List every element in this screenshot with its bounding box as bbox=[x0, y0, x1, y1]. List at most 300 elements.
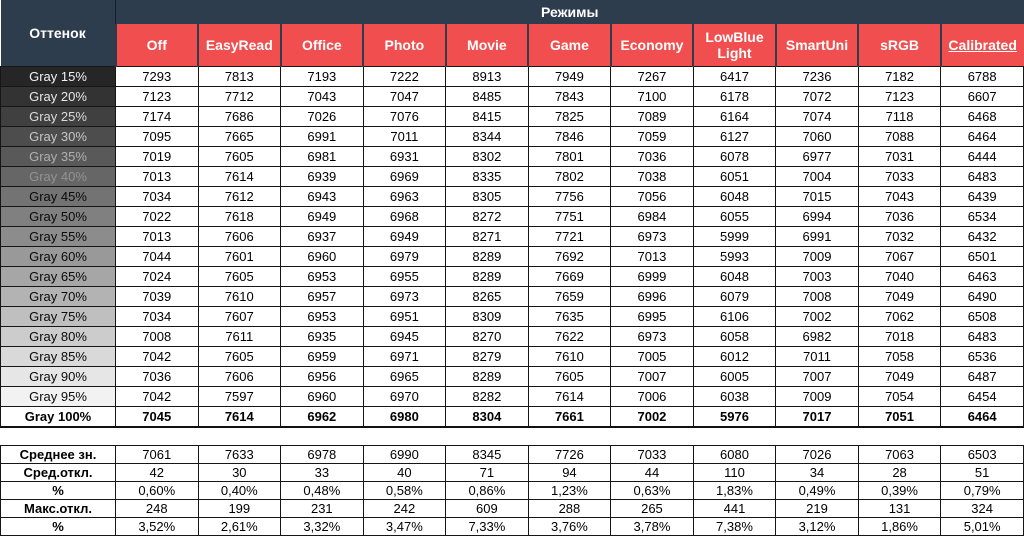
value-cell: 7042 bbox=[116, 386, 199, 406]
value-cell: 7123 bbox=[116, 86, 199, 106]
value-cell: 6970 bbox=[363, 386, 446, 406]
value-cell: 7040 bbox=[858, 266, 941, 286]
value-cell: 6943 bbox=[281, 186, 364, 206]
mode-header-row bbox=[1, 24, 1024, 66]
value-cell: 7004 bbox=[776, 166, 859, 186]
value-cell: 7018 bbox=[858, 326, 941, 346]
column-header-off: Off bbox=[116, 24, 199, 66]
value-cell: 7605 bbox=[198, 146, 281, 166]
shade-label: Gray 25% bbox=[1, 106, 116, 126]
value-cell: 7949 bbox=[528, 66, 611, 86]
value-cell: 7034 bbox=[116, 306, 199, 326]
value-cell: 6991 bbox=[776, 226, 859, 246]
value-cell: 6178 bbox=[693, 86, 776, 106]
shade-label: Gray 40% bbox=[1, 166, 116, 186]
table-row bbox=[1, 126, 1024, 146]
value-cell: 7009 bbox=[776, 246, 859, 266]
value-cell: 441 bbox=[693, 499, 776, 517]
value-cell: 7036 bbox=[116, 366, 199, 386]
value-cell: 6953 bbox=[281, 306, 364, 326]
value-cell: 0,63% bbox=[611, 481, 694, 499]
value-cell: 8415 bbox=[446, 106, 529, 126]
table-row bbox=[1, 286, 1024, 306]
shade-label: Gray 90% bbox=[1, 366, 116, 386]
value-cell: 6463 bbox=[941, 266, 1024, 286]
value-cell: 7043 bbox=[858, 186, 941, 206]
value-cell: 219 bbox=[776, 499, 859, 517]
value-cell: 8345 bbox=[446, 445, 529, 463]
value-cell: 6979 bbox=[363, 246, 446, 266]
value-cell: 7009 bbox=[776, 386, 859, 406]
value-cell: 6490 bbox=[941, 286, 1024, 306]
value-cell: 7614 bbox=[528, 386, 611, 406]
value-cell: 3,47% bbox=[363, 517, 446, 535]
value-cell: 6439 bbox=[941, 186, 1024, 206]
value-cell: 6973 bbox=[611, 326, 694, 346]
value-cell: 6963 bbox=[363, 186, 446, 206]
summary-label: % bbox=[1, 517, 116, 535]
value-cell: 248 bbox=[116, 499, 199, 517]
value-cell: 7036 bbox=[611, 146, 694, 166]
value-cell: 71 bbox=[446, 463, 529, 481]
value-cell: 7661 bbox=[528, 406, 611, 427]
value-cell: 7606 bbox=[198, 226, 281, 246]
value-cell: 7721 bbox=[528, 226, 611, 246]
column-header-movie: Movie bbox=[446, 24, 529, 66]
value-cell: 7692 bbox=[528, 246, 611, 266]
value-cell: 6949 bbox=[281, 206, 364, 226]
value-cell: 6038 bbox=[693, 386, 776, 406]
value-cell: 7031 bbox=[858, 146, 941, 166]
summary-label: % bbox=[1, 481, 116, 499]
value-cell: 8302 bbox=[446, 146, 529, 166]
value-cell: 6503 bbox=[941, 445, 1024, 463]
value-cell: 7605 bbox=[198, 266, 281, 286]
value-cell: 7072 bbox=[776, 86, 859, 106]
value-cell: 7611 bbox=[198, 326, 281, 346]
value-cell: 3,32% bbox=[281, 517, 364, 535]
value-cell: 6501 bbox=[941, 246, 1024, 266]
value-cell: 3,78% bbox=[611, 517, 694, 535]
value-cell: 8304 bbox=[446, 406, 529, 427]
value-cell: 6955 bbox=[363, 266, 446, 286]
value-cell: 3,76% bbox=[528, 517, 611, 535]
value-cell: 7622 bbox=[528, 326, 611, 346]
value-cell: 6607 bbox=[941, 86, 1024, 106]
value-cell: 8305 bbox=[446, 186, 529, 206]
value-cell: 6945 bbox=[363, 326, 446, 346]
value-cell: 8289 bbox=[446, 246, 529, 266]
value-cell: 7193 bbox=[281, 66, 364, 86]
value-cell: 6534 bbox=[941, 206, 1024, 226]
value-cell: 7033 bbox=[858, 166, 941, 186]
value-cell: 7044 bbox=[116, 246, 199, 266]
value-cell: 1,23% bbox=[528, 481, 611, 499]
value-cell: 6980 bbox=[363, 406, 446, 427]
value-cell: 5999 bbox=[693, 226, 776, 246]
value-cell: 7008 bbox=[776, 286, 859, 306]
value-cell: 0,49% bbox=[776, 481, 859, 499]
value-cell: 7726 bbox=[528, 445, 611, 463]
table-row bbox=[1, 306, 1024, 326]
value-cell: 6995 bbox=[611, 306, 694, 326]
value-cell: 7843 bbox=[528, 86, 611, 106]
value-cell: 6956 bbox=[281, 366, 364, 386]
value-cell: 7011 bbox=[776, 346, 859, 366]
value-cell: 0,79% bbox=[941, 481, 1024, 499]
value-cell: 6487 bbox=[941, 366, 1024, 386]
value-cell: 7610 bbox=[528, 346, 611, 366]
summary-row bbox=[1, 463, 1024, 481]
value-cell: 6953 bbox=[281, 266, 364, 286]
value-cell: 7610 bbox=[198, 286, 281, 306]
value-cell: 7686 bbox=[198, 106, 281, 126]
table-row bbox=[1, 226, 1024, 246]
value-cell: 7659 bbox=[528, 286, 611, 306]
value-cell: 7042 bbox=[116, 346, 199, 366]
value-cell: 7756 bbox=[528, 186, 611, 206]
column-header-lowblue-light: LowBlue Light bbox=[693, 24, 776, 66]
value-cell: 7034 bbox=[116, 186, 199, 206]
shade-label: Gray 95% bbox=[1, 386, 116, 406]
value-cell: 7013 bbox=[116, 166, 199, 186]
value-cell: 6106 bbox=[693, 306, 776, 326]
value-cell: 6536 bbox=[941, 346, 1024, 366]
value-cell: 7056 bbox=[611, 186, 694, 206]
value-cell: 7088 bbox=[858, 126, 941, 146]
value-cell: 6058 bbox=[693, 326, 776, 346]
value-cell: 6973 bbox=[363, 286, 446, 306]
value-cell: 7802 bbox=[528, 166, 611, 186]
value-cell: 6999 bbox=[611, 266, 694, 286]
value-cell: 6978 bbox=[281, 445, 364, 463]
value-cell: 6994 bbox=[776, 206, 859, 226]
value-cell: 6080 bbox=[693, 445, 776, 463]
value-cell: 265 bbox=[611, 499, 694, 517]
value-cell: 7100 bbox=[611, 86, 694, 106]
value-cell: 7039 bbox=[116, 286, 199, 306]
value-cell: 7049 bbox=[858, 286, 941, 306]
value-cell: 8271 bbox=[446, 226, 529, 246]
value-cell: 8282 bbox=[446, 386, 529, 406]
table-row bbox=[1, 66, 1024, 86]
value-cell: 6982 bbox=[776, 326, 859, 346]
value-cell: 6959 bbox=[281, 346, 364, 366]
spacer bbox=[0, 428, 1024, 445]
value-cell: 7597 bbox=[198, 386, 281, 406]
value-cell: 7007 bbox=[611, 366, 694, 386]
value-cell: 7007 bbox=[776, 366, 859, 386]
group-header-row bbox=[1, 0, 1024, 24]
value-cell: 0,58% bbox=[363, 481, 446, 499]
value-cell: 51 bbox=[941, 463, 1024, 481]
value-cell: 7038 bbox=[611, 166, 694, 186]
value-cell: 7017 bbox=[776, 406, 859, 427]
table-row bbox=[1, 386, 1024, 406]
value-cell: 7043 bbox=[281, 86, 364, 106]
value-cell: 6417 bbox=[693, 66, 776, 86]
shade-label: Gray 70% bbox=[1, 286, 116, 306]
value-cell: 131 bbox=[858, 499, 941, 517]
value-cell: 7,38% bbox=[693, 517, 776, 535]
value-cell: 6984 bbox=[611, 206, 694, 226]
value-cell: 28 bbox=[858, 463, 941, 481]
value-cell: 7614 bbox=[198, 166, 281, 186]
value-cell: 7047 bbox=[363, 86, 446, 106]
value-cell: 7601 bbox=[198, 246, 281, 266]
value-cell: 8272 bbox=[446, 206, 529, 226]
table-row bbox=[1, 406, 1024, 427]
value-cell: 8265 bbox=[446, 286, 529, 306]
value-cell: 6464 bbox=[941, 126, 1024, 146]
value-cell: 7222 bbox=[363, 66, 446, 86]
value-cell: 7635 bbox=[528, 306, 611, 326]
column-header-smartuni: SmartUni bbox=[776, 24, 859, 66]
value-cell: 40 bbox=[363, 463, 446, 481]
value-cell: 7063 bbox=[858, 445, 941, 463]
value-cell: 609 bbox=[446, 499, 529, 517]
value-cell: 8270 bbox=[446, 326, 529, 346]
value-cell: 6464 bbox=[941, 406, 1024, 427]
value-cell: 7002 bbox=[611, 406, 694, 427]
value-cell: 7061 bbox=[116, 445, 199, 463]
value-cell: 6508 bbox=[941, 306, 1024, 326]
value-cell: 7633 bbox=[198, 445, 281, 463]
value-cell: 6960 bbox=[281, 386, 364, 406]
shade-label: Gray 60% bbox=[1, 246, 116, 266]
modes-group-header: Режимы bbox=[116, 0, 1024, 24]
table-row bbox=[1, 346, 1024, 366]
value-cell: 6454 bbox=[941, 386, 1024, 406]
summary-label: Сред.откл. bbox=[1, 463, 116, 481]
value-cell: 8335 bbox=[446, 166, 529, 186]
table-header bbox=[1, 0, 1024, 66]
value-cell: 7032 bbox=[858, 226, 941, 246]
value-cell: 6048 bbox=[693, 266, 776, 286]
value-cell: 7060 bbox=[776, 126, 859, 146]
shade-label: Gray 100% bbox=[1, 406, 116, 427]
value-cell: 7174 bbox=[116, 106, 199, 126]
value-cell: 6968 bbox=[363, 206, 446, 226]
value-cell: 324 bbox=[941, 499, 1024, 517]
value-cell: 8309 bbox=[446, 306, 529, 326]
table-row bbox=[1, 186, 1024, 206]
column-header-office: Office bbox=[281, 24, 364, 66]
table-row bbox=[1, 326, 1024, 346]
value-cell: 1,83% bbox=[693, 481, 776, 499]
value-cell: 7008 bbox=[116, 326, 199, 346]
value-cell: 33 bbox=[281, 463, 364, 481]
shade-label: Gray 45% bbox=[1, 186, 116, 206]
value-cell: 6969 bbox=[363, 166, 446, 186]
summary-table bbox=[0, 445, 1024, 536]
value-cell: 0,86% bbox=[446, 481, 529, 499]
value-cell: 7293 bbox=[116, 66, 199, 86]
value-cell: 7665 bbox=[198, 126, 281, 146]
value-cell: 7669 bbox=[528, 266, 611, 286]
value-cell: 7751 bbox=[528, 206, 611, 226]
value-cell: 42 bbox=[116, 463, 199, 481]
value-cell: 6483 bbox=[941, 166, 1024, 186]
summary-row bbox=[1, 445, 1024, 463]
value-cell: 7618 bbox=[198, 206, 281, 226]
summary-label: Среднее зн. bbox=[1, 445, 116, 463]
value-cell: 8913 bbox=[446, 66, 529, 86]
shade-label: Gray 30% bbox=[1, 126, 116, 146]
value-cell: 6005 bbox=[693, 366, 776, 386]
value-cell: 0,40% bbox=[198, 481, 281, 499]
value-cell: 7074 bbox=[776, 106, 859, 126]
value-cell: 7036 bbox=[858, 206, 941, 226]
value-cell: 7019 bbox=[116, 146, 199, 166]
value-cell: 2,61% bbox=[198, 517, 281, 535]
value-cell: 6048 bbox=[693, 186, 776, 206]
value-cell: 7801 bbox=[528, 146, 611, 166]
value-cell: 7033 bbox=[611, 445, 694, 463]
value-cell: 7089 bbox=[611, 106, 694, 126]
value-cell: 288 bbox=[528, 499, 611, 517]
value-cell: 7054 bbox=[858, 386, 941, 406]
table-row bbox=[1, 246, 1024, 266]
summary-row bbox=[1, 517, 1024, 535]
shade-label: Gray 75% bbox=[1, 306, 116, 326]
value-cell: 7058 bbox=[858, 346, 941, 366]
value-cell: 3,52% bbox=[116, 517, 199, 535]
value-cell: 8279 bbox=[446, 346, 529, 366]
value-cell: 3,12% bbox=[776, 517, 859, 535]
shade-label: Gray 85% bbox=[1, 346, 116, 366]
value-cell: 6127 bbox=[693, 126, 776, 146]
value-cell: 6991 bbox=[281, 126, 364, 146]
value-cell: 7095 bbox=[116, 126, 199, 146]
value-cell: 7015 bbox=[776, 186, 859, 206]
value-cell: 7002 bbox=[776, 306, 859, 326]
value-cell: 7051 bbox=[858, 406, 941, 427]
value-cell: 7846 bbox=[528, 126, 611, 146]
value-cell: 0,39% bbox=[858, 481, 941, 499]
value-cell: 6996 bbox=[611, 286, 694, 306]
value-cell: 8485 bbox=[446, 86, 529, 106]
value-cell: 30 bbox=[198, 463, 281, 481]
shade-label: Gray 50% bbox=[1, 206, 116, 226]
value-cell: 5976 bbox=[693, 406, 776, 427]
value-cell: 7607 bbox=[198, 306, 281, 326]
value-cell: 44 bbox=[611, 463, 694, 481]
value-cell: 0,48% bbox=[281, 481, 364, 499]
value-cell: 6990 bbox=[363, 445, 446, 463]
value-cell: 7045 bbox=[116, 406, 199, 427]
value-cell: 6444 bbox=[941, 146, 1024, 166]
value-cell: 7006 bbox=[611, 386, 694, 406]
value-cell: 0,60% bbox=[116, 481, 199, 499]
value-cell: 6788 bbox=[941, 66, 1024, 86]
value-cell: 6981 bbox=[281, 146, 364, 166]
table-row bbox=[1, 146, 1024, 166]
value-cell: 7067 bbox=[858, 246, 941, 266]
value-cell: 6951 bbox=[363, 306, 446, 326]
value-cell: 7003 bbox=[776, 266, 859, 286]
value-cell: 231 bbox=[281, 499, 364, 517]
value-cell: 7026 bbox=[776, 445, 859, 463]
value-cell: 7612 bbox=[198, 186, 281, 206]
table-row bbox=[1, 166, 1024, 186]
value-cell: 6957 bbox=[281, 286, 364, 306]
value-cell: 7013 bbox=[116, 226, 199, 246]
table-row bbox=[1, 206, 1024, 226]
value-cell: 7049 bbox=[858, 366, 941, 386]
shade-label: Gray 80% bbox=[1, 326, 116, 346]
value-cell: 7267 bbox=[611, 66, 694, 86]
value-cell: 7614 bbox=[198, 406, 281, 427]
shade-label: Gray 65% bbox=[1, 266, 116, 286]
value-cell: 7076 bbox=[363, 106, 446, 126]
value-cell: 6055 bbox=[693, 206, 776, 226]
value-cell: 6012 bbox=[693, 346, 776, 366]
value-cell: 7605 bbox=[198, 346, 281, 366]
value-cell: 6078 bbox=[693, 146, 776, 166]
shade-label: Gray 15% bbox=[1, 66, 116, 86]
value-cell: 6468 bbox=[941, 106, 1024, 126]
value-cell: 7712 bbox=[198, 86, 281, 106]
value-cell: 7182 bbox=[858, 66, 941, 86]
value-cell: 94 bbox=[528, 463, 611, 481]
value-cell: 34 bbox=[776, 463, 859, 481]
value-cell: 5,01% bbox=[941, 517, 1024, 535]
value-cell: 8289 bbox=[446, 366, 529, 386]
summary-label: Макс.откл. bbox=[1, 499, 116, 517]
value-cell: 7605 bbox=[528, 366, 611, 386]
value-cell: 5993 bbox=[693, 246, 776, 266]
value-cell: 199 bbox=[198, 499, 281, 517]
value-cell: 7005 bbox=[611, 346, 694, 366]
value-cell: 6977 bbox=[776, 146, 859, 166]
value-cell: 6971 bbox=[363, 346, 446, 366]
table-row bbox=[1, 266, 1024, 286]
value-cell: 6051 bbox=[693, 166, 776, 186]
value-cell: 7011 bbox=[363, 126, 446, 146]
column-header-srgb: sRGB bbox=[858, 24, 941, 66]
column-header-easyread: EasyRead bbox=[198, 24, 281, 66]
value-cell: 110 bbox=[693, 463, 776, 481]
value-cell: 6931 bbox=[363, 146, 446, 166]
value-cell: 7026 bbox=[281, 106, 364, 126]
value-cell: 7825 bbox=[528, 106, 611, 126]
value-cell: 7236 bbox=[776, 66, 859, 86]
value-cell: 6935 bbox=[281, 326, 364, 346]
value-cell: 6079 bbox=[693, 286, 776, 306]
table-row bbox=[1, 366, 1024, 386]
column-header-calibrated[interactable]: Calibrated bbox=[941, 24, 1024, 66]
value-cell: 7,33% bbox=[446, 517, 529, 535]
value-cell: 7062 bbox=[858, 306, 941, 326]
shade-label: Gray 20% bbox=[1, 86, 116, 106]
shade-label: Gray 55% bbox=[1, 226, 116, 246]
value-cell: 6949 bbox=[363, 226, 446, 246]
value-cell: 6965 bbox=[363, 366, 446, 386]
value-cell: 7059 bbox=[611, 126, 694, 146]
value-cell: 7013 bbox=[611, 246, 694, 266]
value-cell: 1,86% bbox=[858, 517, 941, 535]
value-cell: 6164 bbox=[693, 106, 776, 126]
value-cell: 6483 bbox=[941, 326, 1024, 346]
summary-row bbox=[1, 499, 1024, 517]
value-cell: 8289 bbox=[446, 266, 529, 286]
value-cell: 6939 bbox=[281, 166, 364, 186]
value-cell: 7022 bbox=[116, 206, 199, 226]
summary-row bbox=[1, 481, 1024, 499]
value-cell: 8344 bbox=[446, 126, 529, 146]
value-cell: 6937 bbox=[281, 226, 364, 246]
